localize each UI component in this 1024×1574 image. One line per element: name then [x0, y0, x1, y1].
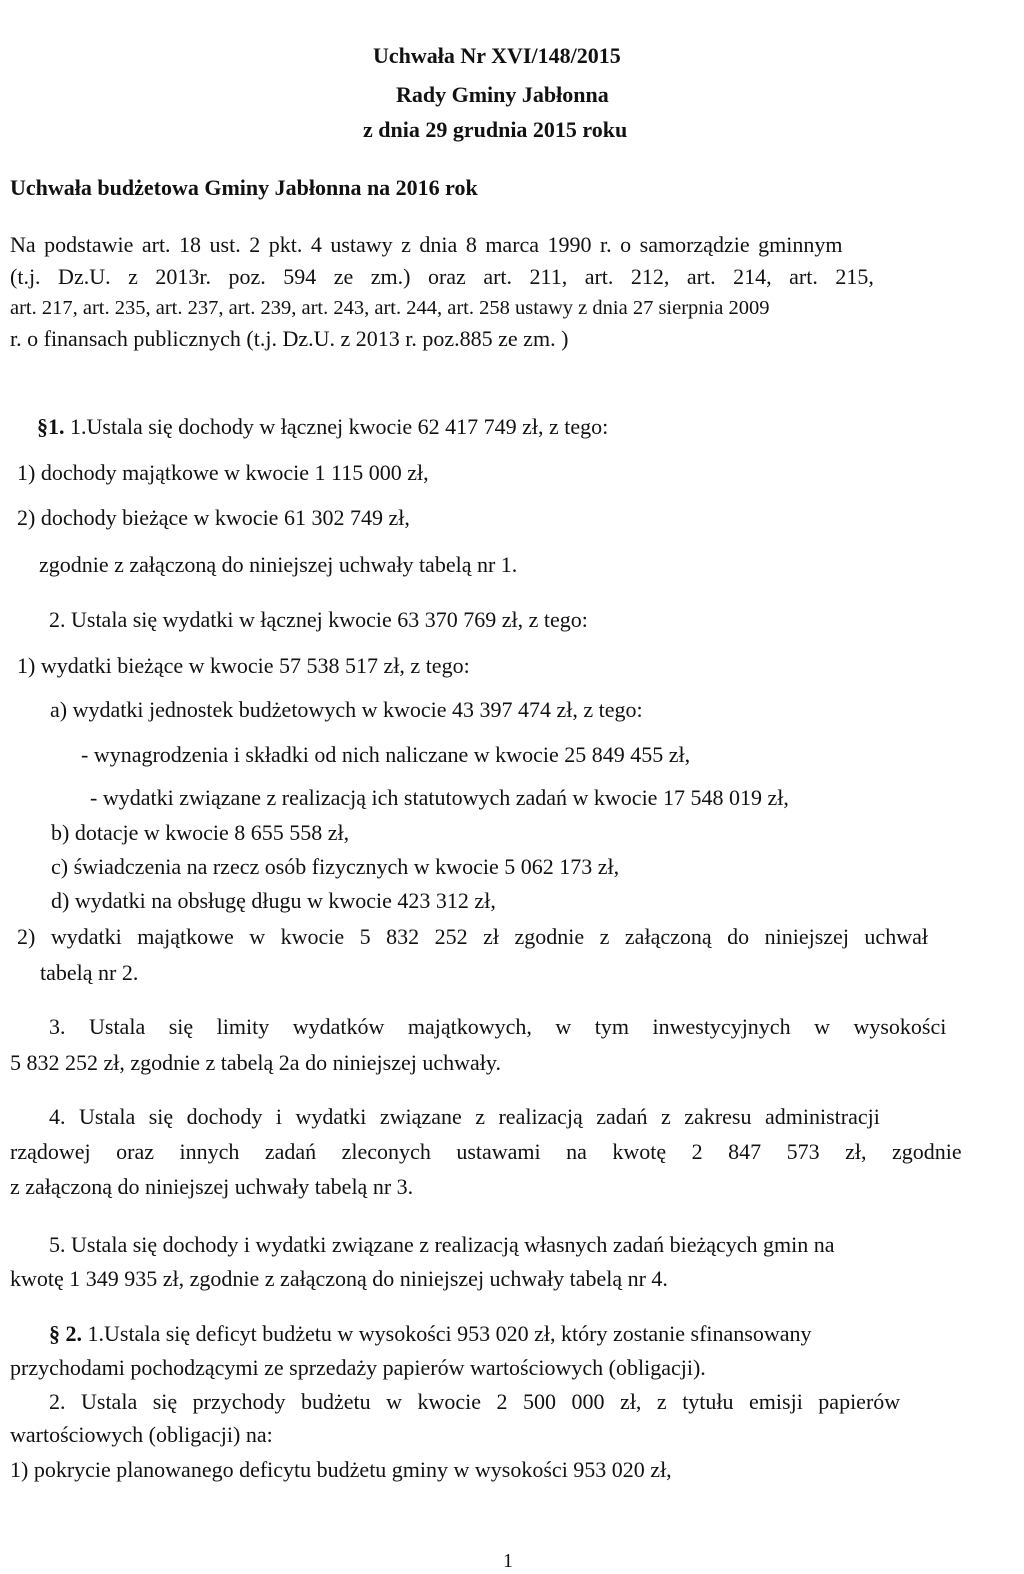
income-item: 1) dochody majątkowe w kwocie 1 115 000 zł,: [17, 460, 429, 485]
expense-subsubitem: - wydatki związane z realizacją ich statutowych zadań w kwocie 17 548 019 zł,: [90, 785, 789, 810]
section-1-para-4-cont: z załączoną do niniejszej uchwały tabelą nr 3.: [10, 1174, 414, 1199]
expense-subitem: c) świadczenia na rzecz osób fizycznych w kwocie 5 062 173 zł,: [51, 854, 620, 879]
expense-subitem: a) wydatki jednostek budżetowych w kwocie 43 397 474 zł, z tego:: [50, 697, 643, 722]
page-number: 1: [503, 1550, 513, 1572]
council-name: Rady Gminy Jabłonna: [396, 82, 609, 107]
section-1-para-4: 4. Ustala się dochody i wydatki związane z realizacją zadań z zakresu administracji: [49, 1104, 880, 1129]
income-item: 2) dochody bieżące w kwocie 61 302 749 zł,: [17, 505, 410, 530]
resolution-number: Uchwała Nr XVI/148/2015: [373, 43, 621, 68]
expense-item: 1) wydatki bieżące w kwocie 57 538 517 zł, z tego:: [17, 653, 470, 678]
expense-subsubitem: - wynagrodzenia i składki od nich naliczane w kwocie 25 849 455 zł,: [81, 742, 691, 767]
legal-basis-line: (t.j. Dz.U. z 2013r. poz. 594 ze zm.) oraz art. 211, art. 212, art. 214, art. 215,: [10, 264, 874, 289]
income-note: zgodnie z załączoną do niniejszej uchwały tabelą nr 1.: [39, 552, 518, 577]
section-mark: § 2.: [49, 1321, 82, 1346]
expense-item: 2) wydatki majątkowe w kwocie 5 832 252 zł zgodnie z załączoną do niniejszej uchwał: [17, 924, 928, 949]
resolution-date: z dnia 29 grudnia 2015 roku: [363, 117, 628, 142]
section-1-para-3-cont: 5 832 252 zł, zgodnie z tabelą 2a do niniejszej uchwały.: [10, 1050, 501, 1075]
expense-item-cont: tabelą nr 2.: [40, 960, 139, 985]
para-text: 1.Ustala się deficyt budżetu w wysokości 953 020 zł, który zostanie sfinansowany: [82, 1321, 812, 1346]
section-2-item: 1) pokrycie planowanego deficytu budżetu gminy w wysokości 953 020 zł,: [10, 1457, 672, 1482]
section-2-para-2-cont: wartościowych (obligacji) na:: [10, 1422, 273, 1447]
section-1-para-1-intro: [37, 414, 608, 440]
legal-basis-line: r. o finansach publicznych (t.j. Dz.U. z 2013 r. poz.885 ze zm. ): [10, 326, 569, 351]
legal-basis-line: art. 217, art. 235, art. 237, art. 239, art. 243, art. 244, art. 258 ustawy z dnia 27 sierpnia 2009: [10, 297, 770, 319]
section-2-para-2: 2. Ustala się przychody budżetu w kwocie 2 500 000 zł, z tytułu emisji papierów: [49, 1389, 901, 1414]
expense-subitem: b) dotacje w kwocie 8 655 558 zł,: [51, 820, 350, 845]
legal-basis-line: Na podstawie art. 18 ust. 2 pkt. 4 ustawy z dnia 8 marca 1990 r. o samorządzie gminnym: [10, 232, 843, 257]
section-mark: §1.: [37, 414, 65, 439]
section-2-para-1: [49, 1321, 812, 1347]
para-text: 1.Ustala się dochody w łącznej kwocie 62 417 749 zł, z tego:: [64, 414, 609, 439]
resolution-subject: Uchwała budżetowa Gminy Jabłonna na 2016 rok: [10, 175, 478, 200]
section-1-para-5: 5. Ustala się dochody i wydatki związane z realizacją własnych zadań bieżących gmin na: [49, 1232, 835, 1257]
section-1-para-2-intro: 2. Ustala się wydatki w łącznej kwocie 63 370 769 zł, z tego:: [49, 607, 588, 632]
section-2-para-1-cont: przychodami pochodzącymi ze sprzedaży papierów wartościowych (obligacji).: [10, 1355, 706, 1380]
expense-subitem: d) wydatki na obsługę długu w kwocie 423 312 zł,: [51, 888, 496, 913]
section-1-para-3: 3. Ustala się limity wydatków majątkowych, w tym inwestycyjnych w wysokości: [49, 1014, 947, 1039]
section-1-para-4-cont: rządowej oraz innych zadań zleconych ustawami na kwotę 2 847 573 zł, zgodnie: [10, 1139, 962, 1164]
section-1-para-5-cont: kwotę 1 349 935 zł, zgodnie z załączoną do niniejszej uchwały tabelą nr 4.: [10, 1266, 668, 1291]
